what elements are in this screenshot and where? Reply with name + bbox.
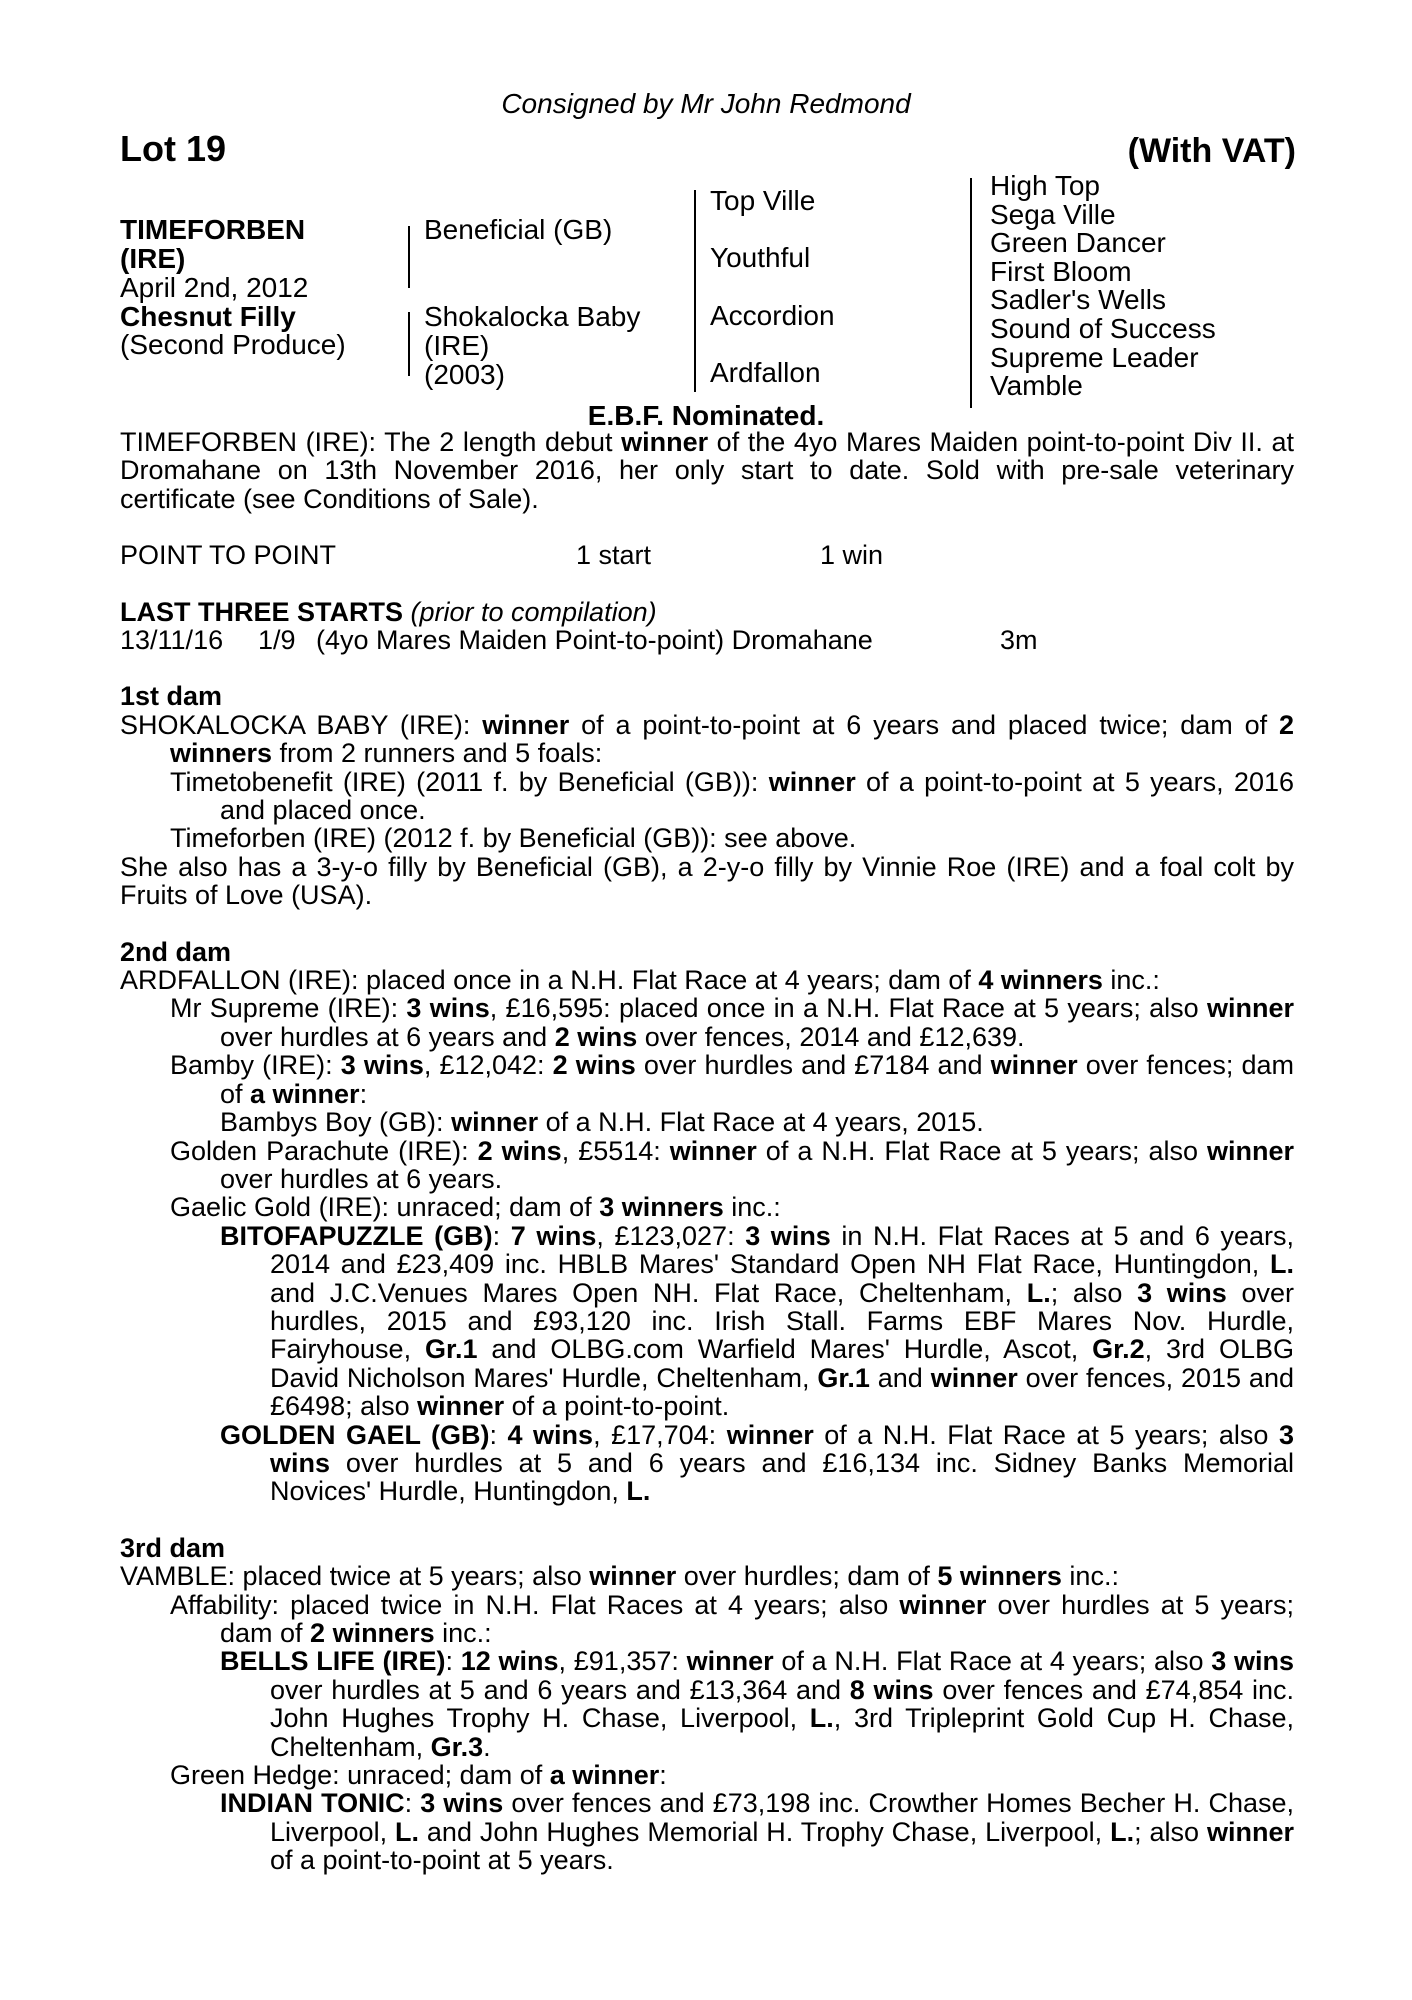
dam1-entry: SHOKALOCKA BABY (IRE): winner of a point-to-point at 6 years and placed twice; dam of 2 winners from 2 runners and 5 foals:: [120, 709, 1295, 769]
catalogue-body: [120, 428, 1294, 1875]
dam2-produce-1: Mr Supreme (IRE): 3 wins, £16,595: placed once in a N.H. Flat Race at 5 years; also winner over hurdles at 6 years and 2 wins over fences, 2014 and £12,639.: [170, 993, 1294, 1052]
dam1-produce-2: Timeforben (IRE) (2012 f. by Beneficial (GB)): see above.: [170, 823, 857, 854]
dam2-entry: ARDFALLON (IRE): placed once in a N.H. Flat Race at 4 years; dam of 4 winners inc.:: [120, 965, 1160, 996]
point-to-point-record: POINT TO POINT 1 start 1 win: [120, 540, 884, 571]
dam2-grandproduce-2: BITOFAPUZZLE (GB): 7 wins, £123,027: 3 wins in N.H. Flat Races at 5 and 6 years, 2014 and £23,409 inc. HBLB Mares' Standard Open NH Flat Race, Huntingdon, L. and J.C.Venues Mares Open NH. Flat Race, Cheltenham, L.; also 3 wins over hurdles, 2015 and £93,120 inc. Irish Stall. Farms EBF Mares Nov. Hurdle, Fairyhouse, Gr.1 and OLBG.com Warfield Mares' Hurdle, Ascot, Gr.2, 3rd OLBG David Nicholson Mares' Hurdle, Cheltenham, Gr.1 and winner over fences, 2015 and £6498; also winner of a point-to-point.: [220, 1220, 1294, 1422]
lot-number: Lot 19: [120, 128, 227, 169]
consignor-line: Consigned by Mr John Redmond: [501, 88, 911, 119]
dam1-heading: 1st dam: [120, 681, 223, 712]
race-row: 13/11/16 1/9 (4yo Mares Maiden Point-to-point) Dromahane 3m: [120, 625, 1038, 656]
gen2-sire-sire: Top Ville: [710, 185, 816, 216]
dam1-produce-1: Timetobenefit (IRE) (2011 f. by Beneficial (GB)): winner of a point-to-point at 5 years, 2016 and placed once.: [170, 766, 1294, 826]
intro-paragraph: TIMEFORBEN (IRE): The 2 length debut winner of the 4yo Mares Maiden point-to-point Div II. at Dromahane on 13th November 2016, her only start to date. Sold with pre-sale veterinary certificate (see Conditions of Sale).: [120, 427, 1294, 514]
dam2-produce-2: Bamby (IRE): 3 wins, £12,042: 2 wins over hurdles and £7184 and winner over fences; dam of a winner:: [170, 1050, 1294, 1109]
dam3-produce-2: Green Hedge: unraced; dam of a winner:: [170, 1760, 667, 1791]
horse-name: TIMEFORBEN (IRE): [120, 214, 306, 274]
dam3-grandproduce-2: INDIAN TONIC: 3 wins over fences and £73,198 inc. Crowther Homes Becher H. Chase, Liverpool, L. and John Hughes Memorial H. Trophy Chase, Liverpool, L.; also winner of a point-to-point at 5 years.: [220, 1788, 1294, 1876]
dam2-grandproduce-3: GOLDEN GAEL (GB): 4 wins, £17,704: winner of a N.H. Flat Race at 5 years; also 3 wins over hurdles at 5 and 6 years and £16,134 inc. Sidney Banks Memorial Novices' Hurdle, Huntingdon, L.: [220, 1419, 1294, 1507]
dam: Shokalocka Baby (IRE) (2003): [424, 301, 641, 390]
dam3-heading: 3rd dam: [120, 1532, 226, 1563]
dam3-grandproduce-1: BELLS LIFE (IRE): 12 wins, £91,357: winner of a N.H. Flat Race at 4 years; also 3 wins over hurdles at 5 and 6 years and £13,364 and 8 wins over fences and £74,854 inc. John Hughes Trophy H. Chase, Liverpool, L., 3rd Tripleprint Gold Cup H. Chase, Cheltenham, Gr.3.: [220, 1646, 1295, 1762]
gen2-dam-sire: Accordion: [710, 300, 835, 331]
sire: Beneficial (GB): [424, 214, 613, 245]
pedigree-line: [408, 226, 410, 288]
pedigree-line: [970, 178, 972, 408]
pedigree-line: [408, 312, 410, 376]
horse-sex: Chesnut Filly: [120, 301, 296, 332]
gen3-list: High Top Sega Ville Green Dancer First Bloom Sadler's Wells Sound of Success Supreme Leader Vamble: [990, 170, 1216, 402]
vat-label: (With VAT): [1127, 132, 1296, 170]
last-three-heading: LAST THREE STARTS (prior to compilation): [120, 596, 657, 627]
horse-dob: April 2nd, 2012: [120, 272, 309, 303]
dam3-produce-1: Affability: placed twice in N.H. Flat Races at 4 years; also winner over hurdles at 5 years; dam of 2 winners inc.:: [170, 1589, 1294, 1648]
dam3-entry: VAMBLE: placed twice at 5 years; also winner over hurdles; dam of 5 winners inc.:: [120, 1561, 1119, 1592]
dam2-grandproduce-1: Bambys Boy (GB): winner of a N.H. Flat Race at 4 years, 2015.: [220, 1107, 984, 1138]
dam1-note: She also has a 3-y-o filly by Beneficial (GB), a 2-y-o filly by Vinnie Roe (IRE) and a foal colt by Fruits of Love (USA).: [120, 851, 1294, 911]
ebf-nominated: E.B.F. Nominated.: [587, 400, 825, 431]
dam2-produce-4: Gaelic Gold (IRE): unraced; dam of 3 winners inc.:: [170, 1192, 781, 1223]
horse-produce: (Second Produce): [120, 329, 346, 360]
gen2-sire-dam: Youthful: [710, 242, 811, 273]
gen2-dam-dam: Ardfallon: [710, 357, 821, 388]
dam2-produce-3: Golden Parachute (IRE): 2 wins, £5514: winner of a N.H. Flat Race at 5 years; also winner over hurdles at 6 years.: [170, 1135, 1294, 1194]
dam2-heading: 2nd dam: [120, 936, 232, 967]
pedigree-table: [0, 170, 1412, 410]
pedigree-line: [694, 190, 696, 392]
